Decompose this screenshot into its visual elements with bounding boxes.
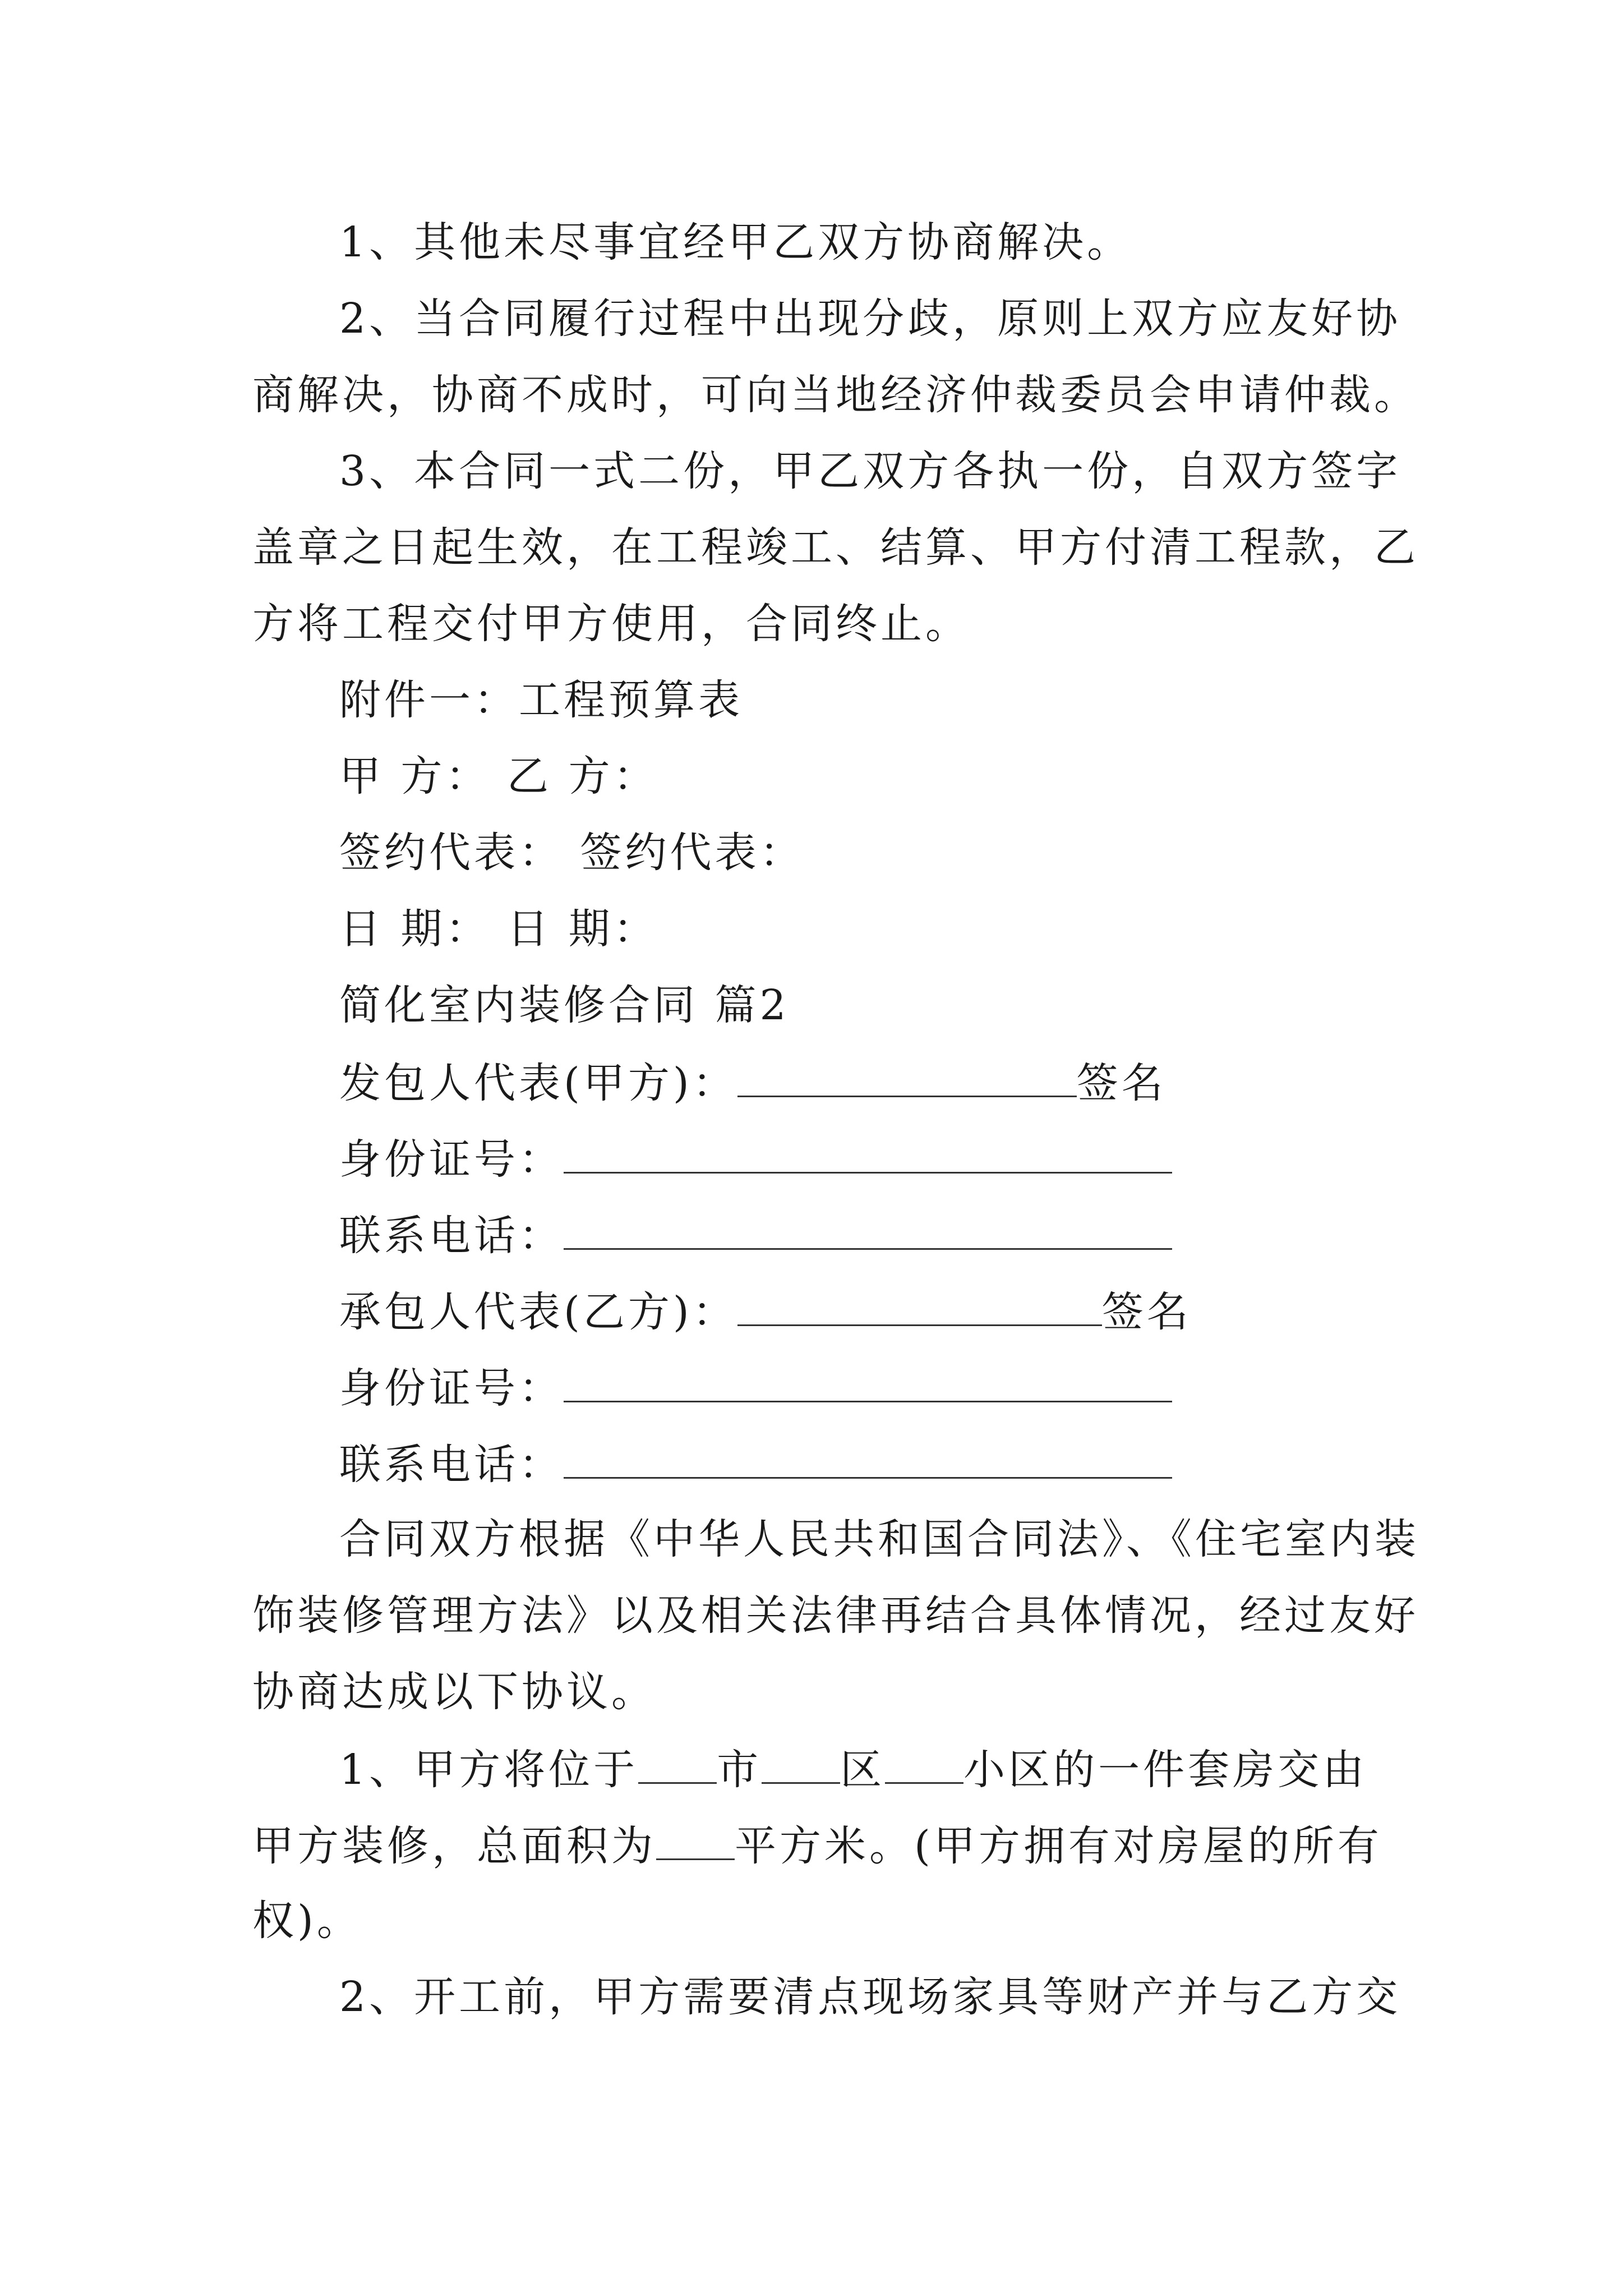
attachment-line: 附件一：工程预算表 — [339, 676, 743, 724]
phone-label: 联系电话： — [339, 1212, 564, 1260]
party-a-id-blank[interactable] — [564, 1137, 1172, 1174]
district-blank[interactable] — [762, 1747, 840, 1784]
party-b-id-blank[interactable] — [564, 1366, 1172, 1402]
phone-label: 联系电话： — [339, 1441, 564, 1489]
parties-line: 甲 方： 乙 方： — [339, 752, 658, 800]
clause1-row-3: 权)。 — [252, 1897, 362, 1945]
clause-line: 方将工程交付甲方使用，合同终止。 — [252, 600, 970, 648]
area-unit-text: 平方米。(甲方拥有对房屋的所有 — [735, 1822, 1382, 1870]
party-b-sign-label: 签名 — [1101, 1288, 1192, 1336]
clause1-text: 1、甲方将位于 — [339, 1746, 639, 1794]
community-text: 小区的一件套房交由 — [963, 1746, 1368, 1794]
intro-line: 协商达成以下协议。 — [252, 1668, 656, 1716]
party-a-phone-blank[interactable] — [564, 1213, 1172, 1250]
clause1-text: 甲方装修，总面积为 — [252, 1822, 656, 1870]
party-b-phone-blank[interactable] — [564, 1442, 1172, 1479]
clause-line: 3、本合同一式二份，甲乙双方各执一份，自双方签字 — [339, 447, 1401, 495]
id-label: 身份证号： — [339, 1135, 564, 1184]
representatives-line: 签约代表： 签约代表： — [339, 829, 805, 877]
party-a-phone-row — [339, 1212, 1172, 1260]
clause-line: 2、当合同履行过程中出现分歧，原则上双方应友好协 — [339, 295, 1401, 343]
party-b-label: 承包人代表(乙方)： — [339, 1288, 737, 1336]
area-blank[interactable] — [656, 1824, 735, 1860]
party-a-sign-label: 签名 — [1076, 1059, 1166, 1107]
district-label: 区 — [840, 1746, 886, 1794]
party-b-blank[interactable] — [737, 1290, 1102, 1326]
intro-line: 饰装修管理方法》以及相关法律再结合具体情况，经过友好 — [252, 1591, 1419, 1640]
party-a-blank[interactable] — [737, 1061, 1077, 1097]
city-label: 市 — [717, 1746, 762, 1794]
party-b-row — [339, 1288, 1192, 1336]
clause1-row-2 — [252, 1822, 1382, 1870]
clause-line: 商解决，协商不成时，可向当地经济仲裁委员会申请仲裁。 — [252, 371, 1419, 419]
party-a-id-row — [339, 1135, 1172, 1184]
id-label: 身份证号： — [339, 1364, 564, 1412]
clause2-line: 2、开工前，甲方需要清点现场家具等财产并与乙方交 — [339, 1973, 1401, 2021]
party-a-label: 发包人代表(甲方)： — [339, 1059, 737, 1107]
city-blank[interactable] — [638, 1747, 717, 1784]
community-blank[interactable] — [885, 1747, 963, 1784]
clause1-row — [339, 1746, 1368, 1794]
date-line: 日 期： 日 期： — [339, 905, 658, 953]
party-b-id-row — [339, 1364, 1172, 1412]
intro-line: 合同双方根据《中华人民共和国合同法》、《住宅室内装 — [339, 1515, 1419, 1563]
clause-line: 1、其他未尽事宜经甲乙双方协商解决。 — [339, 218, 1132, 266]
clause-line: 盖章之日起生效，在工程竣工、结算、甲方付清工程款，乙 — [252, 523, 1419, 572]
party-b-phone-row — [339, 1441, 1172, 1489]
party-a-row — [339, 1059, 1166, 1107]
section-title: 简化室内装修合同 篇2 — [339, 981, 790, 1029]
